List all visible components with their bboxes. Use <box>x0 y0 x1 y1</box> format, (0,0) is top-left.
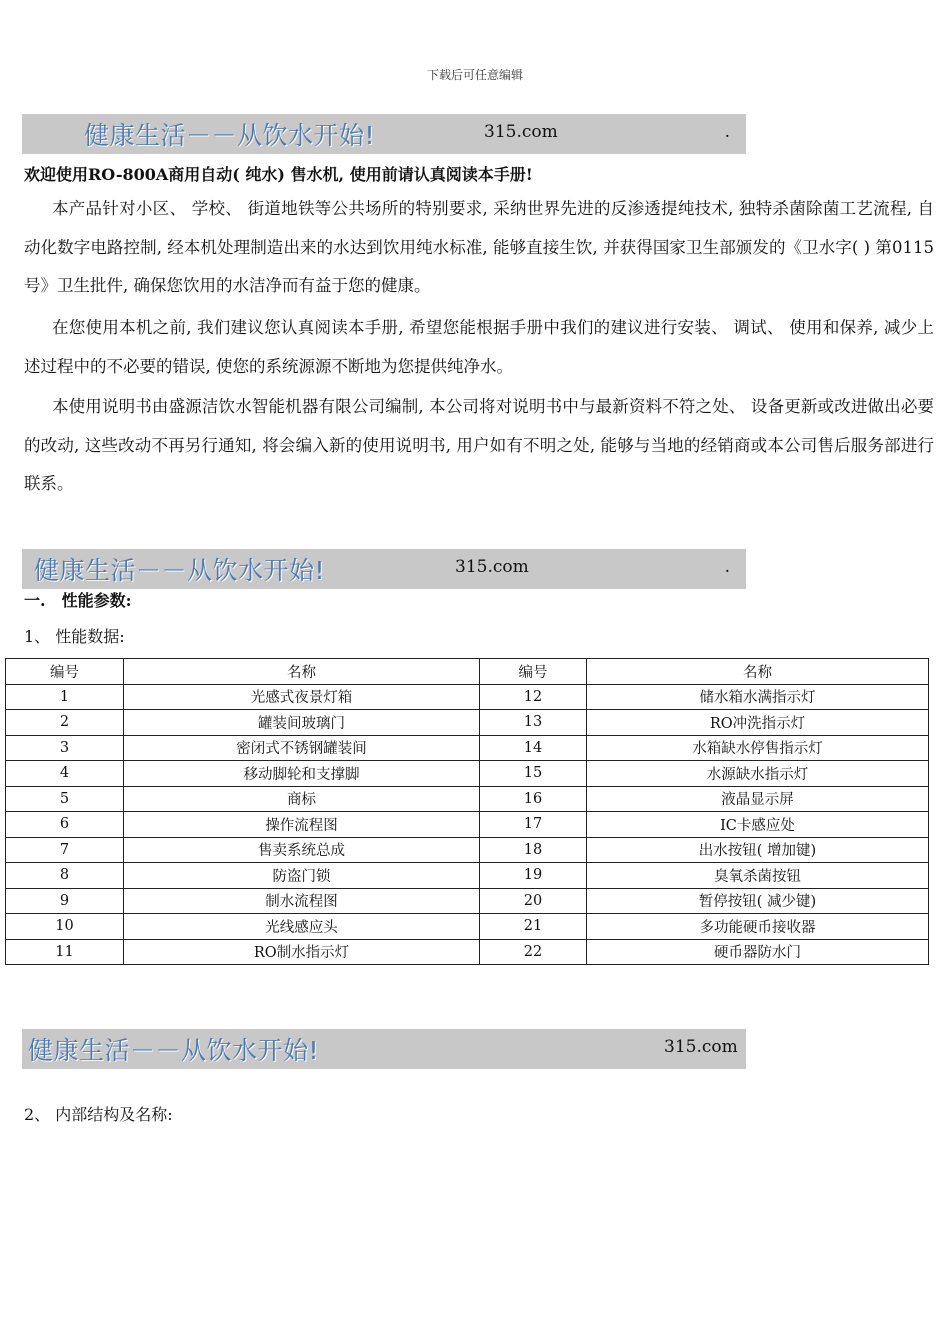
table-row <box>6 710 929 736</box>
subsection-internal-structure: 2、 内部结构及名称: <box>24 1105 173 1124</box>
table-cell: 22 <box>480 939 587 965</box>
table-cell: 储水箱水满指示灯 <box>587 684 929 710</box>
performance-table <box>5 658 929 965</box>
table-cell: 臭氧杀菌按钮 <box>587 863 929 889</box>
welcome-heading: 欢迎使用RO-800A商用自动( 纯水) 售水机, 使用前请认真阅读本手册! <box>24 165 533 184</box>
table-cell: 19 <box>480 863 587 889</box>
table-cell: 1 <box>6 684 124 710</box>
table-row <box>6 684 929 710</box>
table-row <box>6 786 929 812</box>
table-header-row <box>6 659 929 685</box>
table-cell: 防盗门锁 <box>124 863 480 889</box>
table-cell: 售卖系统总成 <box>124 837 480 863</box>
section-title: 一. 性能参数: <box>24 591 132 610</box>
intro-paragraph-3: 本使用说明书由盛源洁饮水智能机器有限公司编制, 本公司将对说明书中与最新资料不符之处、 设备更新或改进做出必要的改动, 这些改动不再另行通知, 将会编入新的使用说明书, 用户如有不明之处, 能够与当地的经销商或本公司售后服务部进行联系。 <box>24 397 934 493</box>
table-cell: 8 <box>6 863 124 889</box>
table-cell: 密闭式不锈钢罐装间 <box>124 735 480 761</box>
table-row <box>6 863 929 889</box>
table-cell: 出水按钮( 增加键) <box>587 837 929 863</box>
table-row <box>6 939 929 965</box>
table-cell: 移动脚轮和支撑脚 <box>124 761 480 787</box>
banner-site: 315.com <box>455 557 529 577</box>
table-cell: 商标 <box>124 786 480 812</box>
table-cell: 水箱缺水停售指示灯 <box>587 735 929 761</box>
table-cell: 5 <box>6 786 124 812</box>
table-body <box>6 684 929 965</box>
table-row <box>6 914 929 940</box>
banner-site: 315.com <box>664 1037 738 1057</box>
table-cell: RO制水指示灯 <box>124 939 480 965</box>
table-cell: IC卡感应处 <box>587 812 929 838</box>
table-cell: 制水流程图 <box>124 888 480 914</box>
table-cell: 液晶显示屏 <box>587 786 929 812</box>
table-cell: RO冲洗指示灯 <box>587 710 929 736</box>
table-cell: 操作流程图 <box>124 812 480 838</box>
table-cell: 光线感应头 <box>124 914 480 940</box>
table-cell: 光感式夜景灯箱 <box>124 684 480 710</box>
table-cell: 10 <box>6 914 124 940</box>
table-cell: 多功能硬币接收器 <box>587 914 929 940</box>
table-row <box>6 888 929 914</box>
banner-slogan: 健康生活－－从饮水开始! <box>28 1036 320 1065</box>
table-cell: 15 <box>480 761 587 787</box>
slogan-banner <box>22 549 746 589</box>
table-row <box>6 735 929 761</box>
table-cell: 2 <box>6 710 124 736</box>
table-cell: 17 <box>480 812 587 838</box>
subsection-performance-data: 1、 性能数据: <box>24 627 125 646</box>
table-cell: 罐装间玻璃门 <box>124 710 480 736</box>
table-header: 名称 <box>587 659 929 685</box>
table-cell: 12 <box>480 684 587 710</box>
table-cell: 20 <box>480 888 587 914</box>
table-cell: 21 <box>480 914 587 940</box>
banner-slogan: 健康生活－－从饮水开始! <box>84 121 376 150</box>
slogan-banner <box>22 1029 746 1069</box>
table-cell: 6 <box>6 812 124 838</box>
table-cell: 11 <box>6 939 124 965</box>
table-cell: 16 <box>480 786 587 812</box>
banner-dot: . <box>724 122 730 142</box>
table-cell: 14 <box>480 735 587 761</box>
table-cell: 13 <box>480 710 587 736</box>
table-header: 编号 <box>480 659 587 685</box>
table-cell: 3 <box>6 735 124 761</box>
table-cell: 4 <box>6 761 124 787</box>
download-note: 下载后可任意编辑 <box>426 68 523 82</box>
banner-dot: . <box>724 557 730 577</box>
table-cell: 7 <box>6 837 124 863</box>
table-header: 编号 <box>6 659 124 685</box>
banner-site: 315.com <box>484 122 558 142</box>
intro-paragraph-2: 在您使用本机之前, 我们建议您认真阅读本手册, 希望您能根据手册中我们的建议进行安装、 调试、 使用和保养, 减少上述过程中的不必要的错误, 使您的系统源源不断地为您提供纯净水。 <box>24 318 934 376</box>
table-cell: 18 <box>480 837 587 863</box>
banner-slogan: 健康生活－－从饮水开始! <box>34 556 326 585</box>
slogan-banner <box>22 114 746 154</box>
table-row <box>6 837 929 863</box>
intro-paragraph-1: 本产品针对小区、 学校、 街道地铁等公共场所的特别要求, 采纳世界先进的反渗透提纯技术, 独特杀菌除菌工艺流程, 自动化数字电路控制, 经本机处理制造出来的水达到饮用纯水标准, 能够直接生饮, 并获得国家卫生部颁发的《卫水字( ) 第0115号》卫生批件, 确保您饮用的水洁净而有益于您的健康。 <box>24 199 934 295</box>
table-header: 名称 <box>124 659 480 685</box>
table-cell: 暂停按钮( 减少键) <box>587 888 929 914</box>
table-row <box>6 761 929 787</box>
table-row <box>6 812 929 838</box>
table-cell: 水源缺水指示灯 <box>587 761 929 787</box>
table-cell: 硬币器防水门 <box>587 939 929 965</box>
table-cell: 9 <box>6 888 124 914</box>
